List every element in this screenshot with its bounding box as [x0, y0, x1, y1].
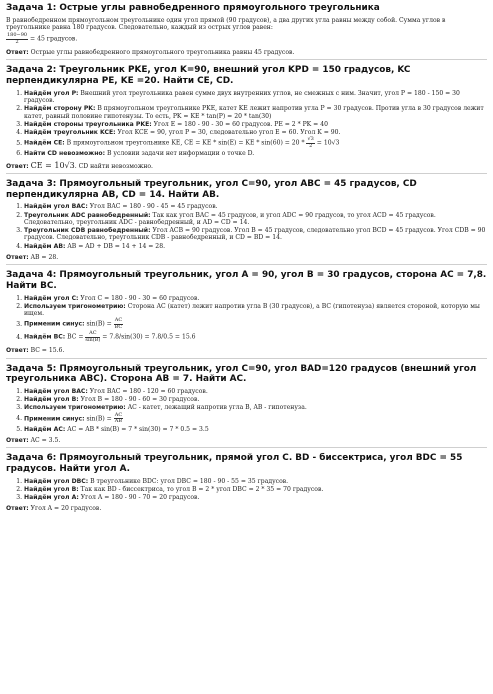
- answer: [6, 49, 487, 56]
- step-text: Угол B = 180 - 90 - 60 = 30 градусов.: [80, 396, 200, 404]
- step-heading: Найдём угол P:: [24, 89, 79, 97]
- answer: [6, 347, 487, 354]
- step-heading: Найдём угол A:: [24, 494, 79, 502]
- formula: [6, 33, 487, 45]
- step-text: AB = AD + DB = 14 + 14 = 28.: [67, 242, 166, 250]
- step: [24, 494, 487, 501]
- fraction: [6, 33, 28, 45]
- step-text: В треугольнике BDC: угол DBC = 180 - 90 - 55 = 35 градусов.: [90, 477, 289, 485]
- step-heading: Используем тригонометрию:: [24, 404, 126, 412]
- step-text: AC - катет, лежащий напротив угла B, AB - гипотенуза.: [127, 404, 307, 412]
- step-heading: Найдём угол DBC:: [24, 477, 89, 485]
- step-heading: Найдём стороны треугольника PKE:: [24, 120, 152, 128]
- step-text: Угол C = 180 - 90 - 30 = 60 градусов.: [80, 294, 200, 302]
- fraction-denominator: 2: [15, 38, 19, 45]
- step-text: sin(B) =: [86, 320, 112, 328]
- step-result: = 10√3: [316, 139, 340, 147]
- step: [24, 404, 487, 411]
- step-text: Сторона AC (катет) лежит напротив угла B (30 градусов), а BC (гипотенуза) является стороной, которую мы ищем.: [24, 302, 480, 318]
- step-heading: Найдём угол BAC:: [24, 203, 88, 211]
- step: [24, 295, 487, 302]
- step-text: В условии задачи нет информации о точке D.: [107, 150, 255, 158]
- fraction-denominator: BC: [114, 323, 123, 330]
- step: [24, 212, 487, 227]
- step-heading: Найдём угол BAC:: [24, 387, 88, 395]
- step-heading: Найдём CE:: [24, 139, 65, 147]
- task-6: [6, 447, 487, 515]
- step-heading: Найдём сторону PK:: [24, 105, 96, 113]
- step-text: Угол ACB = 90 градусов. Угол B = 45 градусов, следовательно угол BCD = 45 градусов. Угол CDB = 90 градусов. Следовательно, треугольник CDB - равнобедренный, и CD = BD = 14.: [24, 227, 486, 242]
- fraction-numerator: 180−90: [7, 32, 28, 39]
- steps-list: [6, 295, 487, 344]
- fraction-numerator: AC: [114, 411, 123, 418]
- fraction-denominator: AB: [114, 418, 123, 425]
- step: [24, 137, 487, 149]
- task-title: Задача 3: Прямоугольный треугольник, угол С=90, угол ABC = 45 градусов, CD перпендикулярна AB, CD = 14. Найти AB.: [6, 179, 417, 200]
- step-heading: Найдём угол B:: [24, 485, 79, 493]
- step-heading: Треугольник ADC равнобедренный:: [24, 211, 151, 219]
- task-title: Задача 2: Треугольник PKE, угол K=90, внешний угол KPD = 150 градусов, KC перпендикулярна PE, KE =20. Найти CE, CD.: [6, 65, 411, 87]
- task-intro: В равнобедренном прямоугольном треугольнике один угол прямой (90 градусов), а два других угла равны между собой. Сумма углов в треугольнике равна 180 градусов. Следовательно, каждый из острых углов равен:: [6, 16, 446, 31]
- answer-label: Ответ:: [6, 49, 29, 57]
- step: [24, 478, 487, 485]
- fraction: [85, 331, 100, 343]
- step-text: В прямоугольном треугольнике PKE, катет KE лежит напротив угла P = 30 градусов. Против угла в 30 градусов лежит катет, равный половине гипотенузы. То есть, PK = KE * tan(P) = 20 * tan(30): [24, 105, 484, 120]
- step-result: = 7.8/sin(30) = 7.8/0.5 = 15.6: [102, 333, 196, 341]
- fraction-numerator: AC: [114, 317, 123, 324]
- step-text: Угол KCE = 90, угол P = 30, следовательно угол E = 60. Угол K = 90.: [117, 129, 341, 137]
- step-heading: Найдём угол C:: [24, 294, 79, 302]
- answer-formula: CE = 10√3: [30, 160, 75, 170]
- step-heading: Найдём AC:: [24, 425, 66, 433]
- task-title: Задача 5: Прямоугольный треугольник, угол C=90, угол BAD=120 градусов (внешний угол треугольника ABC). Сторона AB = 7. Найти AC.: [6, 363, 477, 385]
- fraction-numerator: √3: [307, 136, 314, 143]
- formula-result: = 45 градусов.: [30, 35, 78, 43]
- answer-text: AC = 3.5.: [30, 437, 61, 445]
- fraction: [306, 137, 314, 149]
- step-heading: Применим синус:: [24, 320, 85, 328]
- step-text: Угол E = 180 - 90 - 30 = 60 градусов. PE = 2 * PK = 40: [153, 120, 328, 128]
- answer-label: Ответ:: [6, 505, 29, 513]
- step: [24, 426, 487, 433]
- step-text: Угол BAC = 180 - 90 - 45 = 45 градусов.: [89, 203, 218, 211]
- fraction: [114, 413, 123, 425]
- fraction-denominator: sin(B): [85, 336, 101, 343]
- step-heading: Найдём AB:: [24, 242, 66, 250]
- task-1: [6, 3, 487, 59]
- task-title: Задача 6: Прямоугольный треугольник, прямой угол C. BD - биссектриса, угол BDC = 55 градусов. Найти угол A.: [6, 453, 463, 474]
- step: [24, 388, 487, 395]
- step-text: Так как угол BAC = 45 градусов, и угол ADC = 90 градусов, то угол ACD = 45 градусов. Следовательно, треугольник ADC - равнобедренный, и AD = CD = 14.: [24, 211, 436, 226]
- answer-text: Угол A = 20 градусов.: [30, 505, 102, 513]
- answer: [6, 505, 487, 512]
- step-text: BC =: [67, 333, 84, 341]
- step-text: Угол A = 180 - 90 - 70 = 20 градусов.: [80, 494, 200, 502]
- step-heading: Найдём BC:: [24, 333, 66, 341]
- answer: [6, 162, 487, 170]
- task-2: [6, 59, 487, 173]
- step-text: sin(B) =: [86, 415, 112, 423]
- step-heading: Найдём угол B:: [24, 396, 79, 404]
- steps-list: [6, 203, 487, 250]
- step-text: Угол BAC = 180 - 120 = 60 градусов.: [89, 387, 208, 395]
- step-heading: Найдём треугольник KCE:: [24, 129, 116, 137]
- step: [24, 303, 487, 318]
- step: [24, 243, 487, 250]
- step: [24, 318, 487, 330]
- task-4: [6, 264, 487, 357]
- steps-list: [6, 388, 487, 433]
- step: [24, 121, 487, 128]
- step-heading: Найти CD невозможно:: [24, 150, 106, 158]
- step: [24, 227, 487, 242]
- step: [24, 203, 487, 210]
- answer-label: Ответ:: [6, 437, 29, 445]
- answer: [6, 254, 487, 261]
- step-text: Внешний угол треугольника равен сумме двух внутренних углов, не смежных с ним. Значит, угол P = 180 - 150 = 30 градусов.: [24, 89, 460, 104]
- step-heading: Используем тригонометрию:: [24, 302, 126, 310]
- steps-list: [6, 90, 487, 158]
- answer-text: AB = 28.: [30, 254, 59, 262]
- step: [24, 413, 487, 425]
- step-text: AC = AB * sin(B) = 7 * sin(30) = 7 * 0.5 = 3.5: [67, 425, 209, 433]
- step: [24, 331, 487, 343]
- step-heading: Треугольник CDB равнобедренный:: [24, 227, 151, 235]
- answer: [6, 437, 487, 444]
- task-title: Задача 1: Острые углы равнобедренного прямоугольного треугольника: [6, 3, 380, 13]
- fraction: [114, 318, 123, 330]
- step: [24, 105, 487, 120]
- step: [24, 90, 487, 105]
- answer-text: BC = 15.6.: [30, 347, 65, 355]
- step: [24, 396, 487, 403]
- fraction-numerator: AC: [85, 331, 100, 338]
- answer-text: Острые углы равнобедренного прямоугольного треугольника равны 45 градусов.: [30, 49, 295, 57]
- task-title: Задача 4: Прямоугольный треугольник, угол A = 90, угол B = 30 градусов, сторона AC = 7,8. Найти BC.: [6, 270, 487, 291]
- fraction-denominator: 2: [309, 142, 313, 149]
- step: [24, 150, 487, 157]
- step-text: В прямоугольном треугольнике KE, CE = KE * sin(E) = KE * sin(60) = 20 *: [66, 139, 305, 147]
- task-5: [6, 358, 487, 448]
- step: [24, 129, 487, 136]
- step-text: Так как BD - биссектриса, то угол B = 2 * угол DBC = 2 * 35 = 70 градусов.: [80, 485, 324, 493]
- task-3: [6, 173, 487, 264]
- answer-text: . CD найти невозможно.: [74, 162, 153, 170]
- steps-list: [6, 478, 487, 502]
- answer-label: Ответ:: [6, 162, 29, 170]
- answer-label: Ответ:: [6, 347, 29, 355]
- step: [24, 486, 487, 493]
- step-heading: Применим синус:: [24, 415, 85, 423]
- answer-label: Ответ:: [6, 254, 29, 262]
